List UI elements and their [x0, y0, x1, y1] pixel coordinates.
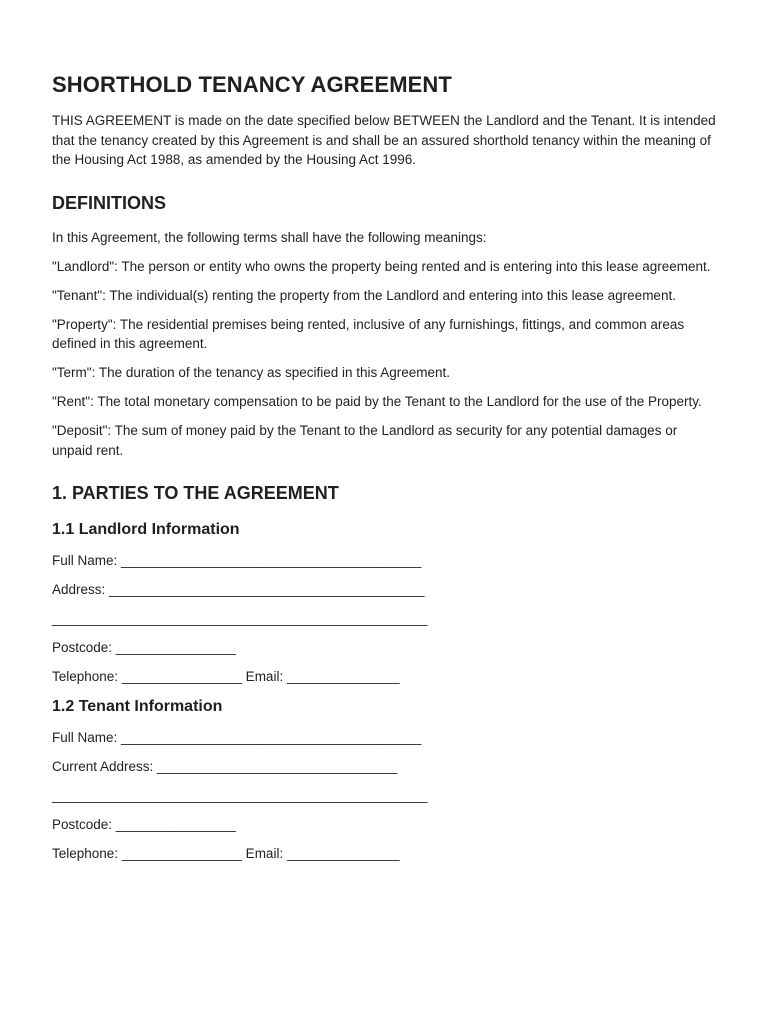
- tenant-full-name-field[interactable]: Full Name: ________________________________________: [52, 729, 422, 745]
- definition-landlord: "Landlord": The person or entity who owns the property being rented and is entering into this lease agreement.: [52, 258, 711, 274]
- definition-deposit: "Deposit": The sum of money paid by the Tenant to the Landlord as security for any potential damages or unpaid rent.: [52, 423, 678, 458]
- landlord-full-name-field[interactable]: Full Name: ________________________________________: [52, 553, 422, 568]
- definition-rent: "Rent": The total monetary compensation to be paid by the Tenant to the Landlord for the use of the Property.: [52, 394, 702, 409]
- parties-heading: 1. PARTIES TO THE AGREEMENT: [52, 483, 339, 503]
- definition-property: "Property": The residential premises being rented, inclusive of any furnishings, fittings, and common areas defined in this agreement.: [52, 316, 685, 351]
- definitions-heading: DEFINITIONS: [52, 192, 167, 213]
- tenant-info-heading: 1.2 Tenant Information: [52, 697, 223, 715]
- landlord-postcode-field[interactable]: Postcode: ________________: [52, 640, 236, 655]
- definitions-lead: In this Agreement, the following terms shall have the following meanings:: [52, 229, 487, 245]
- definition-term: "Term": The duration of the tenancy as specified in this Agreement.: [52, 365, 451, 380]
- landlord-telephone-email-field[interactable]: Telephone: ________________ Email: _______________: [52, 669, 400, 684]
- landlord-address-field[interactable]: Address: __________________________________________: [52, 582, 425, 597]
- tenant-telephone-email-field[interactable]: Telephone: ________________ Email: _______________: [52, 845, 400, 861]
- definition-tenant: "Tenant": The individual(s) renting the property from the Landlord and entering into this lease agreement.: [52, 287, 676, 303]
- document-title: SHORTHOLD TENANCY AGREEMENT: [52, 72, 452, 97]
- tenant-address-line2-field[interactable]: __________________________________________________: [52, 787, 428, 803]
- intro-paragraph: THIS AGREEMENT is made on the date specified below BETWEEN the Landlord and the Tenant. It is intended that the tenancy created by this Agreement is and shall be an assured shorthold tenancy within the meaning of the Housing Act 1988, as amended by the Housing Act 1996.: [52, 113, 716, 167]
- landlord-address-line2-field[interactable]: __________________________________________________: [52, 611, 428, 626]
- tenant-postcode-field[interactable]: Postcode: ________________: [52, 816, 236, 832]
- landlord-info-heading: 1.1 Landlord Information: [52, 521, 240, 538]
- tenant-current-address-field[interactable]: Current Address: ________________________________: [52, 758, 398, 774]
